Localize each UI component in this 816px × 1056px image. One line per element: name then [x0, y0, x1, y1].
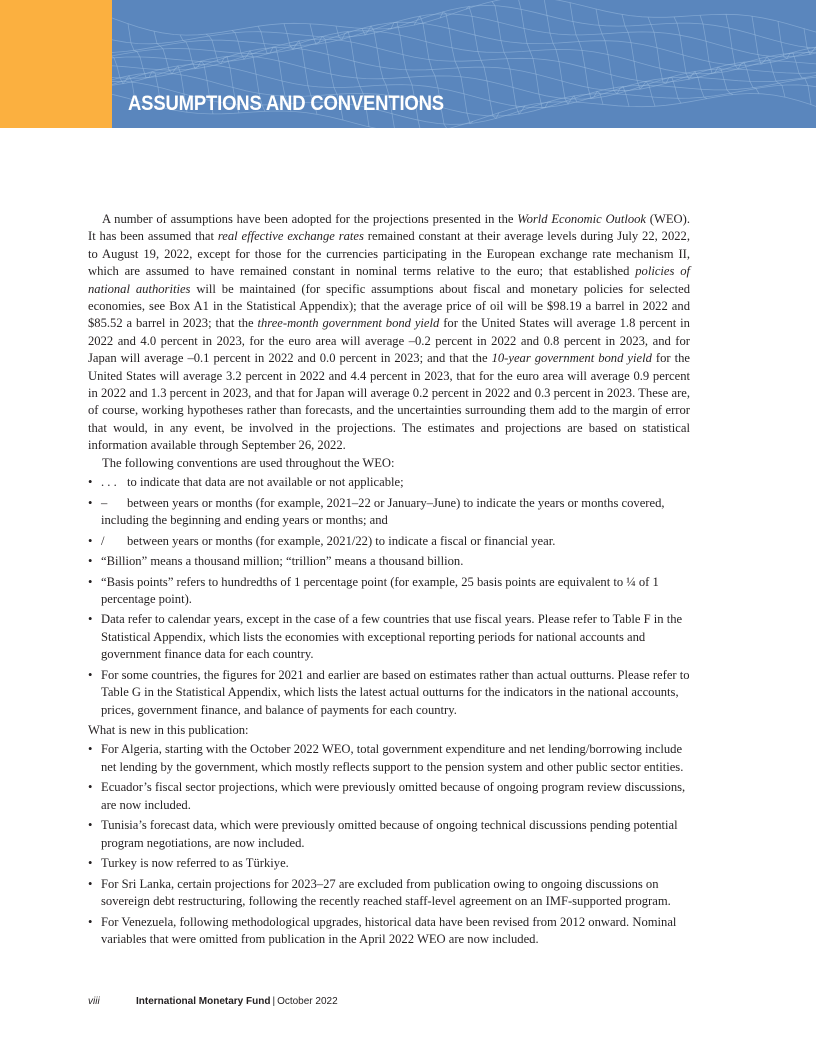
list-item [88, 876, 690, 911]
bullet-icon: • [88, 914, 93, 929]
text-run: remained constant at their average levels during July 22, 2022, to August 19, 2022, except for those for the currencies participating in the European exchange rate mechanism II, which are assumed to have remained constant in nominal terms relative to the euro; that established [88, 229, 690, 279]
list-item-text: between years or months (for example, 2021–22 or January–June) to indicate the years or months covered, including the beginning and ending years or months; and [101, 495, 665, 527]
bullet-icon: • [88, 475, 93, 490]
italic-term: World Economic Outlook [517, 212, 647, 226]
convention-symbol: / [101, 533, 105, 548]
mesh-line [674, 17, 707, 99]
page-title: ASSUMPTIONS AND CONVENTIONS [128, 92, 444, 115]
bullet-icon: • [88, 876, 93, 891]
list-item-text: “Basis points” refers to hundredths of 1 percentage point (for example, 25 basis points are equivalent to ¼ of 1 percentage point). [101, 574, 659, 606]
list-item [88, 817, 690, 852]
text-run: will be maintained (for specific assumptions about fiscal and monetary policies for selected economies, see Box A1 in the Statistical Appendix); that the average price of oil will be $98.19 a barrel in 2022 and $85.52 a barrel in 2023; that the [88, 281, 690, 331]
italic-term: three-month government bond yield [257, 316, 440, 331]
list-item-text: Data refer to calendar years, except in the case of a few countries that use fiscal years. Please refer to Table F in the Statistical Appendix, which lists the economies with exceptional reporting periods for national accounts and government finance data for each country. [101, 612, 683, 662]
mesh-line [112, 14, 816, 57]
list-item-text: Ecuador’s fiscal sector projections, which were previously omitted because of ongoing program review discussions, are now included. [101, 780, 686, 812]
page-footer [88, 996, 338, 1007]
bullet-icon: • [88, 495, 93, 510]
mesh-line [112, 48, 816, 91]
list-item [88, 495, 690, 530]
list-item [88, 741, 690, 776]
intro-paragraph [88, 211, 690, 455]
bullet-icon: • [88, 574, 93, 589]
list-item [88, 611, 690, 663]
list-item [88, 779, 690, 814]
list-item-text: For Venezuela, following methodological upgrades, historical data have been revised from 2012 onward. Nominal variables that were omitted from publication in the April 2022 WEO are now included. [101, 914, 677, 946]
list-item [88, 553, 690, 570]
italic-term: policies of national authorities [88, 264, 690, 296]
text-run: for the United States will average 1.8 percent in 2022 and 4.0 percent in 2023, for the euro area will average –0.2 percent in 2022 and 0.8 percent in 2023, and for Japan will average –0.1 percent in 2022 and 0.0 percent in 2023; and that the [88, 316, 690, 366]
bullet-icon: • [88, 780, 93, 795]
conventions-lead: The following conventions are used throughout the WEO: [102, 455, 395, 470]
list-item-text: For Algeria, starting with the October 2022 WEO, total government expenditure and net lending/borrowing include net lending by the government, which mostly reflects support to the pension system and other public sector entities. [101, 742, 684, 774]
list-item-text: between years or months (for example, 2021/22) to indicate a fiscal or financial year. [127, 533, 556, 548]
mesh-line [492, 1, 525, 114]
text-run: (WEO). It has been assumed that [88, 212, 690, 244]
list-item-text: “Billion” means a thousand million; “trillion” means a thousand billion. [101, 554, 464, 568]
list-item [88, 855, 690, 872]
whats-new-list [88, 741, 690, 948]
list-item [88, 667, 690, 719]
list-item [88, 574, 690, 609]
footer-separator: | [272, 996, 276, 1007]
mesh-line [112, 5, 816, 48]
publisher-name: International Monetary Fund [136, 996, 271, 1007]
bullet-icon: • [88, 554, 93, 568]
list-item [88, 474, 690, 491]
mesh-line [622, 14, 655, 106]
list-item-text: to indicate that data are not available or not applicable; [127, 475, 404, 490]
mesh-line [648, 17, 681, 103]
mesh-line [518, 0, 551, 108]
whats-new-lead: What is new in this publication: [88, 723, 249, 738]
list-item-text: For Sri Lanka, certain projections for 2023–27 are excluded from publication owing to ongoing discussions on sovereign debt restructuring, following the recently reached staff-level agreement on an IMF-supported program. [101, 876, 671, 909]
list-item [88, 914, 690, 949]
text-run: A number of assumptions have been adopted for the projections presented in the [102, 212, 518, 226]
bullet-icon: • [88, 818, 93, 833]
conventions-list [88, 474, 690, 719]
list-item-text: Tunisia’s forecast data, which were previously omitted because of ongoing technical discussions pending potential program negotiations, are now included. [101, 818, 678, 850]
list-item [88, 533, 690, 550]
mesh-line [804, 29, 816, 114]
mesh-line [112, 0, 816, 35]
page-number: viii [88, 996, 100, 1007]
publication-date: October 2022 [277, 996, 338, 1007]
bullet-icon: • [88, 612, 93, 627]
bullet-icon: • [88, 667, 93, 682]
bullet-icon: • [88, 742, 93, 757]
mesh-line [700, 15, 733, 94]
mesh-line [112, 22, 816, 65]
main-text [88, 211, 690, 951]
list-item-text: For some countries, the figures for 2021 and earlier are based on estimates rather than actual outturns. Please refer to Table G in the Statistical Appendix, which lists the latest actual outturns for the indicators in the national accounts, prices, government finance, and balance of payments for each country. [101, 667, 690, 717]
bullet-icon: • [88, 856, 93, 871]
text-run: for the United States will average 3.2 percent in 2022 and 4.4 percent in 2023, that for the euro area will average 0.9 percent in 2022 and 1.3 percent in 2023, and that for Japan will average 0.2 percent in 2022 and 0.3 percent in 2023. These are, of course, working hypotheses rather than forecasts, and the uncertainties surrounding them add to the margin of error that would, in any event, be involved in the projections. The estimates and projections are based on statistical information available through September 26, 2022. [88, 351, 690, 453]
bullet-icon: • [88, 533, 93, 548]
list-item-text: Turkey is now referred to as Türkiye. [101, 856, 289, 871]
header-orange-block [0, 0, 112, 128]
convention-symbol: . . . [101, 475, 117, 490]
italic-term: real effective exchange rates [217, 229, 364, 244]
italic-term: 10-year government bond yield [491, 351, 652, 366]
convention-symbol: – [101, 495, 108, 510]
